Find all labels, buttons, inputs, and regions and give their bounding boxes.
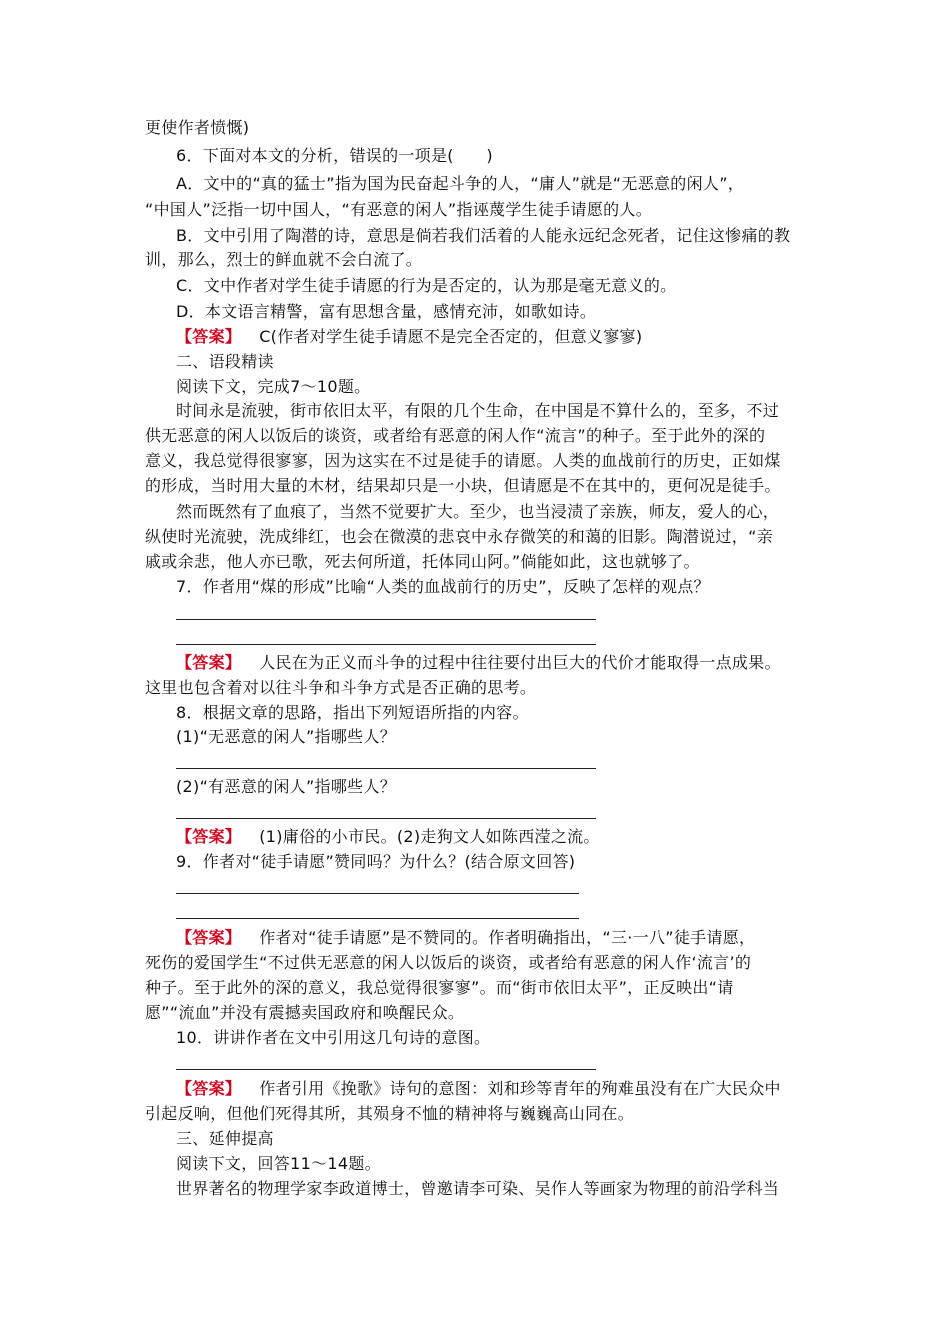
answer-label: 【答案】 [176,1079,242,1098]
answer-blank [176,768,596,769]
question-7: 7．作者用“煤的形成”比喻“人类的血战前行的历史”，反映了怎样的观点？ [176,577,710,596]
option-d: D．本文语言精警，富有思想含量，感情充沛，如歌如诗。 [176,302,597,321]
text-line: 种子。至于此外的深的意义，我总觉得很寥寥”。而“街市依旧太平”，正反映出“请 [145,978,734,997]
passage-line: 纵使时光流驶，洗成绯红，也会在微漠的悲哀中永存微笑的和蔼的旧影。陶潜说过，“亲 [145,527,773,546]
passage-line: 供无恶意的闲人以饭后的谈资，或者给有恶意的闲人作“流言”的种子。至于此外的深的 [145,426,766,445]
answer-blank [176,619,596,620]
question-6: 6．下面对本文的分析，错误的一项是( ) [176,146,493,165]
text-line: 训，那么，烈士的鲜血就不会白流了。 [145,250,423,269]
reading-instruction: 阅读下文，回答11～14题。 [176,1154,381,1173]
text-line: 引起反响，但他们死得其所，其殒身不恤的精神将与巍巍高山同在。 [145,1104,635,1123]
passage-line: 意义，我总觉得很寥寥，因为这实在不过是徒手的请愿。人类的血战前行的历史，正如煤 [145,451,781,470]
answer-blank [176,893,579,894]
passage-line: 的形成，当时用大量的木材，结果却只是一小块，但请愿是不在其中的，更何况是徒手。 [145,476,781,495]
answer-label: 【答案】 [176,327,242,346]
answer-7: 【答案】 人民在为正义而斗争的过程中往往要付出巨大的代价才能取得一点成果。 [176,653,781,672]
question-8-2: (2)“有恶意的闲人”指哪些人？ [176,777,397,796]
text-line: 愿”“流血”并没有震撼卖国政府和唤醒民众。 [145,1003,465,1022]
answer-label: 【答案】 [176,928,242,947]
text-line: 这里也包含着对以往斗争和斗争方式是否正确的思考。 [145,678,537,697]
answer-6: 【答案】 C(作者对学生徒手请愿不是完全否定的，但意义寥寥) [176,327,643,346]
answer-10: 【答案】 作者引用《挽歌》诗句的意图：刘和珍等青年的殉难虽没有在广大民众中 [176,1079,781,1098]
text-line: “中国人”泛指一切中国人，“有恶意的闲人”指诬蔑学生徒手请愿的人。 [145,200,653,219]
option-a: A．文中的“真的猛士”指为国为民奋起斗争的人，“庸人”就是“无恶意的闲人”， [176,174,745,193]
section-heading-3: 三、延伸提高 [176,1129,274,1148]
passage-line: 戚或余悲，他人亦已歌，死去何所道，托体同山阿。”倘能如此，这也就够了。 [145,552,700,571]
question-10: 10．讲讲作者在文中引用这几句诗的意图。 [176,1028,491,1047]
passage-line: 然而既然有了血痕了，当然不觉要扩大。至少，也当浸渍了亲族，师友，爱人的心， [176,502,780,521]
passage-line: 时间永是流驶，街市依旧太平，有限的几个生命，在中国是不算什么的，至多，不过 [176,401,780,420]
section-heading-2: 二、语段精读 [176,352,274,371]
answer-label: 【答案】 [176,827,242,846]
option-b: B．文中引用了陶潜的诗，意思是倘若我们活着的人能永远纪念死者，记住这惨痛的教 [176,226,791,245]
question-8: 8．根据文章的思路，指出下列短语所指的内容。 [176,703,529,722]
question-8-1: (1)“无恶意的闲人”指哪些人？ [176,727,397,746]
answer-label: 【答案】 [176,653,242,672]
passage-line: 世界著名的物理学家李政道博士，曾邀请李可染、吴作人等画家为物理的前沿学科当 [176,1179,780,1198]
option-c: C．文中作者对学生徒手请愿的行为是否定的，认为那是毫无意义的。 [176,276,677,295]
answer-blank [176,818,596,819]
reading-instruction: 阅读下文，完成7～10题。 [176,377,371,396]
answer-9: 【答案】 作者对“徒手请愿”是不赞同的。作者明确指出，“三·一八”徒手请愿， [176,928,756,947]
text-line: 更使作者愤慨) [145,118,250,137]
text-line: 死伤的爱国学生“不过供无恶意的闲人以饭后的谈资，或者给有恶意的闲人作‘流言’的 [145,953,752,972]
answer-blank [176,918,579,919]
answer-blank [176,1069,596,1070]
answer-blank [176,644,596,645]
answer-8: 【答案】 (1)庸俗的小市民。(2)走狗文人如陈西滢之流。 [176,827,600,846]
question-9: 9．作者对“徒手请愿”赞同吗？为什么？(结合原文回答) [176,852,576,871]
